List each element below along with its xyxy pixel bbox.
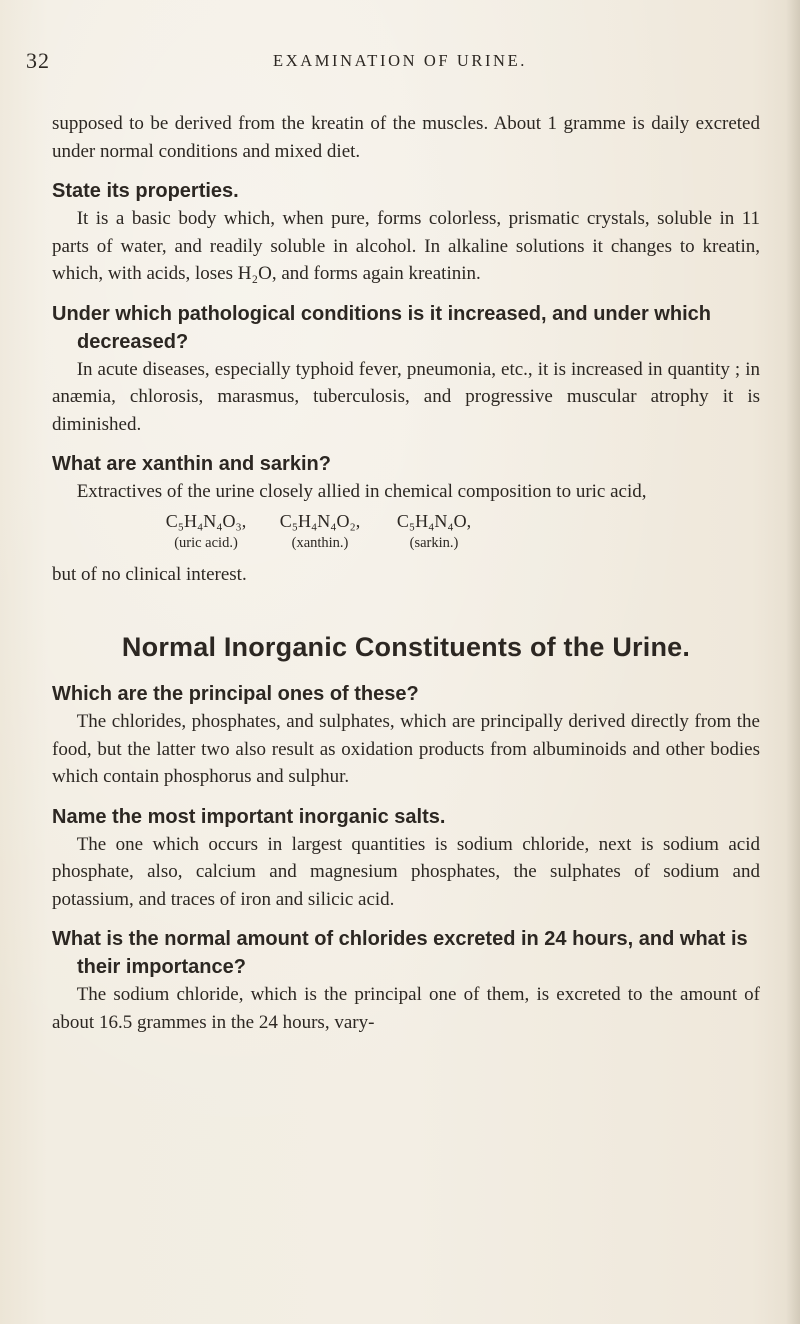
xanthin-conclusion: but of no clinical interest. bbox=[52, 563, 247, 585]
formula-row bbox=[156, 509, 536, 533]
question-properties: State its properties. bbox=[52, 180, 239, 202]
page-body bbox=[52, 110, 760, 1036]
answer-pathological-conditions: In acute diseases, especially typhoid fever, pneumonia, etc., it is increased in quantity ; in anæmia, chlorosis, marasmus, tuberculosis, and progressive muscular atrophy it is diminished. bbox=[52, 358, 760, 435]
question-chlorides-amount: What is the normal amount of chlorides excreted in 24 hours, and what is their importance? bbox=[52, 928, 748, 978]
question-xanthin-sarkin: What are xanthin and sarkin? bbox=[52, 453, 331, 475]
label-uric-acid: (uric acid.) bbox=[174, 534, 238, 551]
question-inorganic-salts: Name the most important inorganic salts. bbox=[52, 805, 446, 828]
page-header bbox=[0, 48, 800, 78]
answer-principal-ones: The chlorides, phosphates, and sulphates, which are principally derived directly from the food, but the latter two also result as oxidation products from albuminoids and other bodies which contain phosphorus and sulphur. bbox=[52, 711, 760, 787]
answer-xanthin-sarkin: Extractives of the urine closely allied in chemical composition to uric acid, bbox=[76, 481, 647, 502]
formula-xanthin: C₅H₄N₄O₂, bbox=[279, 510, 361, 531]
formula-label-row bbox=[156, 533, 536, 553]
page-edge-shadow bbox=[786, 0, 800, 1324]
page-number: 32 bbox=[26, 48, 50, 73]
question-pathological-conditions: Under which pathological conditions is it increased, and under which decreased? bbox=[52, 302, 711, 353]
label-sarkin: (sarkin.) bbox=[409, 534, 459, 551]
chemical-formulas bbox=[156, 509, 536, 553]
answer-properties: It is a basic body which, when pure, forms colorless, prismatic crystals, soluble in 11 parts of water, and readily soluble in alcohol. In alkaline solutions it changes to kreatin, which, with acids, loses H₂O, and forms again kreatinin. bbox=[52, 208, 760, 284]
opening-paragraph: supposed to be derived from the kreatin of the muscles. About 1 gramme is daily excreted under normal conditions and mixed diet. bbox=[52, 113, 760, 162]
formula-uric-acid: C₅H₄N₄O₃, bbox=[165, 510, 247, 531]
question-principal-ones: Which are the principal ones of these? bbox=[52, 683, 419, 705]
running-head: EXAMINATION OF URINE. bbox=[273, 51, 527, 70]
answer-inorganic-salts: The one which occurs in largest quantities is sodium chloride, next is sodium acid phosphate, also, calcium and magnesium phosphates, the sulphates of sodium and potassium, and traces of iron and silicic acid. bbox=[52, 833, 760, 910]
section-title: Normal Inorganic Constituents of the Urine. bbox=[121, 632, 691, 662]
answer-chlorides-amount: The sodium chloride, which is the principal one of them, is excreted to the amount of about 16.5 grammes in the 24 hours, vary- bbox=[52, 984, 760, 1033]
label-xanthin: (xanthin.) bbox=[291, 534, 349, 551]
formula-sarkin: C₅H₄N₄O, bbox=[396, 510, 472, 531]
